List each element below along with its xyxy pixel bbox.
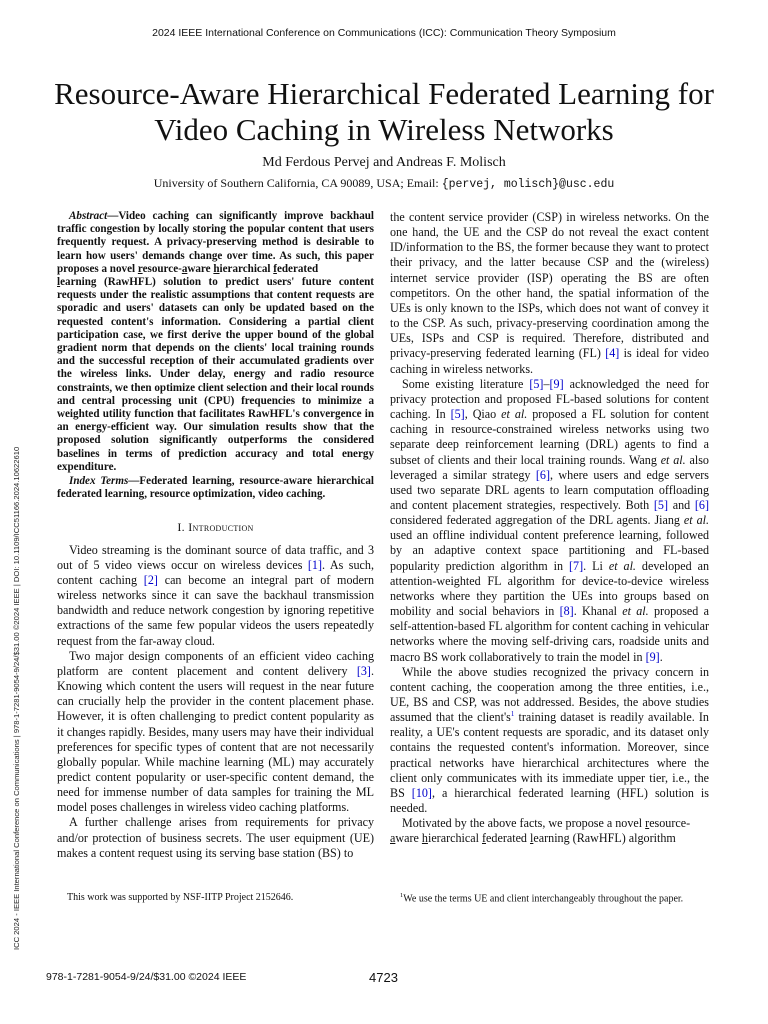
index-terms	[57, 475, 374, 501]
terms-footnote	[400, 892, 683, 904]
paragraph: A further challenge arises from requirements for privacy and/or protection of business secrets. The user equipment (UE) makes a content request using its serving base station (BS) to	[57, 815, 374, 860]
authors: Md Ferdous Pervej and Andreas F. Molisch	[262, 155, 506, 170]
acronym-earning: earning	[60, 276, 97, 289]
citation-link[interactable]: [9]	[645, 649, 660, 664]
footnote-marker[interactable]: 1	[510, 710, 515, 719]
paragraph: the content service provider (CSP) in wireless networks. On the one hand, the UE and the CSP do not reveal the exact content ID/information to the BS, the former because they want to protect their privacy, and the latter because CSP and the (wireless) internet service provider (ISP) operating the BS are often competitors. On the other hand, the spatial information of the UEs is only known to the ISPs, which does not want of convey it to the CSP. As such, privacy-preserving coordination among the UEs, ISPs and CSP is required. Therefore, distributed and privacy-preserving federated learning (FL) [4] is ideal for video caching in wireless networks.	[390, 210, 709, 376]
citation-link[interactable]: [10]	[411, 785, 432, 800]
paragraph: While the above studies recognized the privacy concern in content caching, the cooperation among the three entities, i.e., UE, BS and CSP, was not addressed. Besides, the above studies assumed that the client's$^1$ training dataset is readily available. In reality, a UE's content requests are sporadic, and its dataset only contains the requested content's information. Moreover, since practical networks have hierarchical architectures where the client only communicates with its immediate upper tier, i.e., the BS [10], a hierarchical federated learning (HFL) solution is needed.	[390, 664, 709, 816]
section-title: Introduction	[188, 520, 254, 535]
paragraph: Some existing literature [5]–[9] acknowledged the need for privacy protection and proposed FL-based solutions for content caching. In [5], Qiao et al. proposed a FL solution for content caching in resource-constrained wireless networks using two separate deep reinforcement learning (DRL) agents to find a subset of clients and their local training rounds. Wang et al. also leveraged a similar strategy [6], where users and edge servers used two separate DRL agents to learn computation offloading and content placement strategies, respectively. Both [5] and [6] considered federated aggregation of the DRL agents. Jiang et al. used an offline individual content preference learning, followed by an adaptive context space partitioning and FL-based popularity prediction algorithm in [7]. Li et al. developed an attention-weighted FL algorithm for device-to-device wireless networks where they partition the UEs into groups based on mobility and social behaviors in [8]. Khanal et al. proposed a self-attention-based FL algorithm for content caching in vehicular networks where the moving self-driving cars, roadside units and macro BS work collaboratively to train the model in [9].	[390, 376, 710, 664]
acronym-ware: ware	[187, 262, 214, 275]
paragraph: Motivated by the above facts, we propose a novel resource- aware hierarchical federated learning (RawHFL) algorithm	[390, 816, 691, 846]
citation-link[interactable]: [5]	[529, 376, 544, 391]
acronym-r: r	[137, 262, 143, 275]
acronym-l: l	[57, 276, 61, 289]
footnote-number: 1	[400, 892, 404, 899]
index-terms-label: Index Terms	[69, 475, 129, 488]
abstract-label: Abstract	[69, 210, 108, 222]
citation-link[interactable]: [1]	[307, 557, 323, 572]
left-column	[57, 210, 374, 861]
index-terms-text: —Federated learning, resource-aware hierarchical federated learning, resource optimization, video caching.	[57, 475, 374, 501]
citation-link[interactable]: [5]	[450, 407, 465, 422]
abstract	[57, 210, 374, 474]
citation-link[interactable]: [9]	[549, 376, 564, 391]
affiliation	[0, 176, 768, 191]
section-heading-introduction	[57, 520, 374, 535]
acronym-ierarchical: ierarchical	[219, 262, 274, 275]
page-number: 4723	[369, 970, 398, 985]
section-numeral: I.	[177, 520, 189, 535]
side-doi-strip: ICC 2024 - IEEE International Conference on Communications | 978-1-7281-9054-9/24/$31.00 ©2024 IEEE | DOI: 10.1109/ICC51166.2024.10622610	[12, 446, 21, 950]
right-column	[390, 210, 709, 847]
citation-link[interactable]: [3]	[356, 663, 371, 678]
abstract-dash: —	[107, 210, 119, 222]
citation-link[interactable]: [7]	[569, 558, 584, 573]
funding-footnote: This work was supported by NSF-IITP Project 2152646.	[67, 892, 294, 903]
footnote-text: We use the terms UE and client interchangeably throughout the paper.	[403, 893, 684, 905]
acronym-a: a	[181, 262, 188, 275]
citation-link[interactable]: [6]	[694, 497, 709, 512]
affiliation-email: {pervej, molisch}@usc.edu	[441, 178, 615, 191]
paragraph: Two major design components of an efficient video caching platform are content placement and content delivery [3]. Knowing which content the users will request in the near future can crucially help the provider in the content placement phase. However, it is often challenging to predict content popularity as it changes rapidly. Besides, many users may have their individual preferences for specific types of content that are not necessarily globally popular. While machine learning (ML) may accurately predict content popularity or user-specific content demand, the need for immense number of data samples for training the ML model poses challenges in wireless video caching platforms.	[57, 648, 374, 815]
citation-link[interactable]: [6]	[535, 467, 550, 482]
paper-title: Resource-Aware Hierarchical Federated Learning for Video Caching in Wireless Networks	[54, 76, 714, 147]
affiliation-text: University of Southern California, CA 90089, USA; Email:	[153, 176, 442, 190]
acronym-h: h	[213, 262, 220, 275]
paragraph: Video streaming is the dominant source of data traffic, and 3 out of 5 video views occur on wireless devices [1]. As such, content caching [2] can become an integral part of modern wireless networks since it can save the backhaul transmission bandwidth and reduce network congestion by ignoring repetitive extractions of the same few popular videos the users repeatedly request from the far-away cloud.	[57, 542, 374, 648]
citation-link[interactable]: [4]	[605, 346, 620, 361]
acronym-esource: esource-	[142, 262, 182, 275]
acronym-ederated: ederated	[276, 262, 319, 275]
abstract-text-b: (RawHFL) solution to predict users' future content requests under the realistic assumptions that content requests are sporadic and users' datasets can only be updated based on the requested content's information. Considering a partial client participation case, we first derive the upper bound of the global gradient norm that depends on the clients' local training rounds and the successful reception of their accumulated gradients over the wireless links. Under delay, energy and radio resource constraints, we then optimize client selection and their local rounds and central processing unit (CPU) frequencies to minimize a weighted utility function that facilitates RawHFL's convergence in an energy-efficient way. Our simulation results show that the proposed solution significantly outperforms the considered baselines in terms of prediction accuracy and total energy expenditure.	[57, 276, 374, 473]
footer-isbn: 978-1-7281-9054-9/24/$31.00 ©2024 IEEE	[46, 971, 247, 983]
acronym-f: f	[273, 262, 277, 275]
citation-link[interactable]: [5]	[653, 497, 668, 512]
conference-header: 2024 IEEE International Conference on Communications (ICC): Communication Theory Symposium	[152, 27, 616, 39]
abstract-text-a: Video caching can significantly improve backhaul traffic congestion by locally storing the popular content that users frequently request. A privacy-preserving method is desirable to learn how users' demands change over time. As such, this paper proposes a novel	[57, 210, 374, 275]
citation-link[interactable]: [2]	[143, 572, 158, 587]
citation-link[interactable]: [8]	[559, 604, 574, 619]
